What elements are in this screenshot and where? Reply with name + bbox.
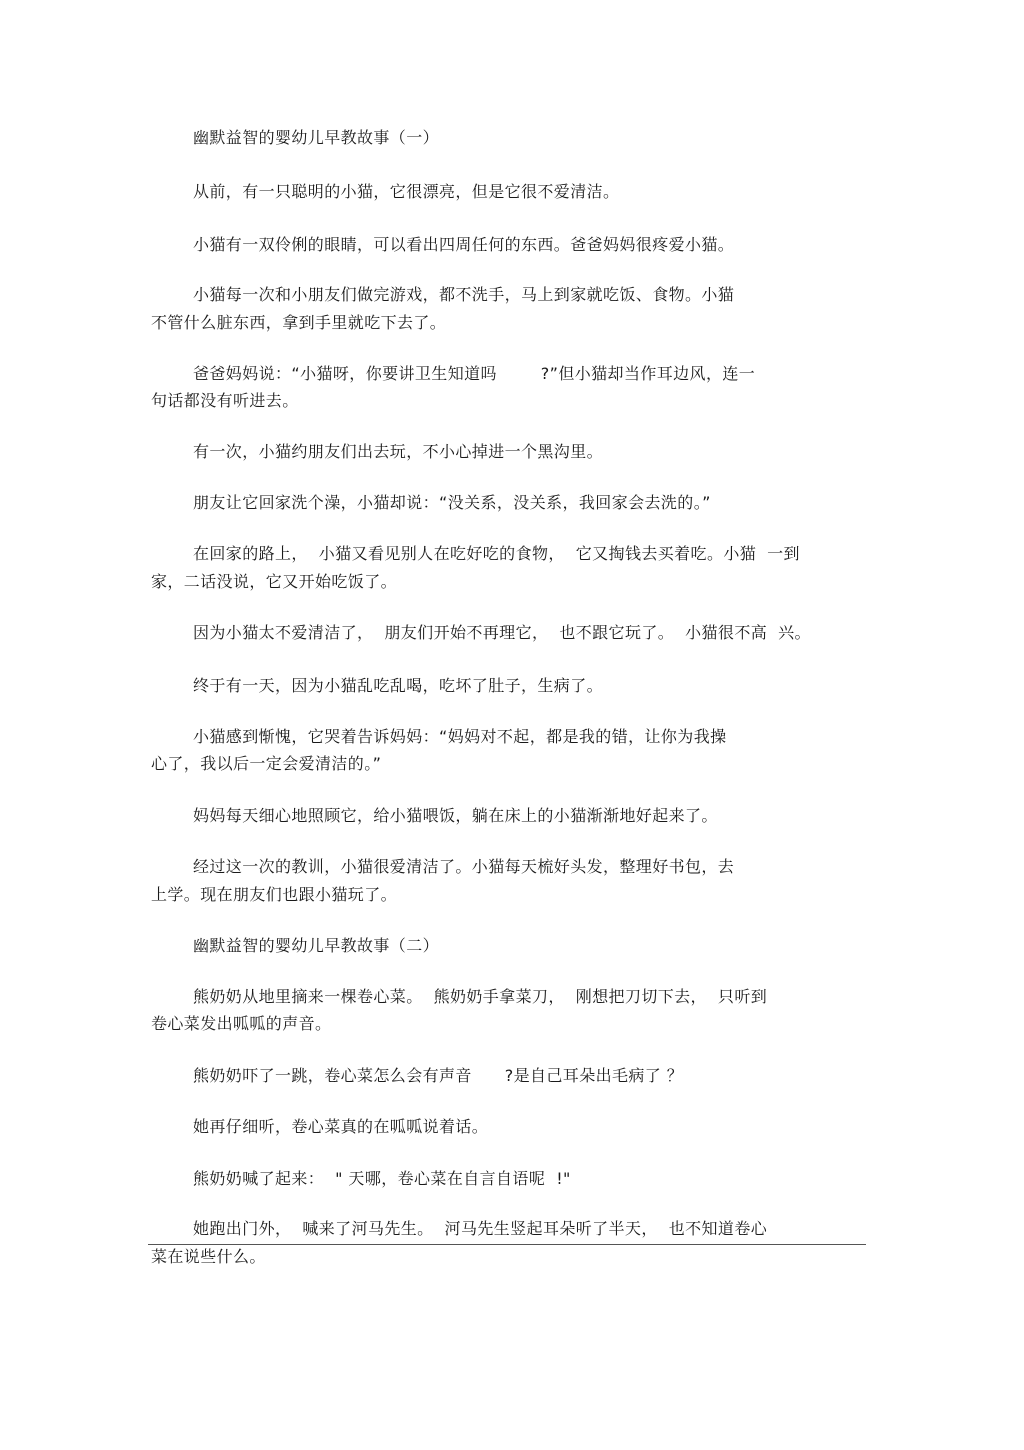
paragraph-line: 爸爸妈妈说：“小猫呀，你要讲卫生知道吗 ?”但小猫却当作耳边风，连一 (193, 364, 756, 383)
paragraph-line: 小猫每一次和小朋友们做完游戏，都不洗手，马上到家就吃饭、食物。小猫 (193, 285, 735, 304)
paragraph-line: 不管什么脏东西，拿到手里就吃下去了。 (151, 313, 447, 332)
paragraph-line: 熊奶奶喊了起来： " 天哪，卷心菜在自言自语呢 !" (193, 1169, 571, 1188)
paragraph-line: 熊奶奶从地里摘来一棵卷心菜。 熊奶奶手拿菜刀， 刚想把刀切下去， 只听到 (193, 987, 768, 1006)
paragraph-line: 因为小猫太不爱清洁了， 朋友们开始不再理它， 也不跟它玩了。 小猫很不高 兴。 (193, 623, 811, 642)
paragraph-line: 熊奶奶吓了一跳，卷心菜怎么会有声音 ?是自己耳朵出毛病了 ？ (193, 1066, 684, 1085)
paragraph-line: 在回家的路上， 小猫又看见别人在吃好吃的食物， 它又掏钱去买着吃。小猫 一到 (193, 544, 800, 563)
paragraph-line: 卷心菜发出呱呱的声音。 (151, 1014, 332, 1033)
paragraph-line: 有一次，小猫约朋友们出去玩，不小心掉进一个黑沟里。 (193, 442, 604, 461)
paragraph-line: 她跑出门外， 喊来了河马先生。 河马先生竖起耳朵听了半天， 也不知道卷心 (193, 1219, 768, 1238)
paragraph-line: 家，二话没说，它又开始吃饭了。 (151, 572, 398, 591)
story-title-2: 幽默益智的婴幼儿早教故事（二） (193, 936, 440, 955)
paragraph-line: 她再仔细听，卷心菜真的在呱呱说着话。 (193, 1117, 489, 1136)
paragraph-line: 菜在说些什么。 (151, 1247, 266, 1266)
paragraph-line: 终于有一天，因为小猫乱吃乱喝，吃坏了肚子，生病了。 (193, 676, 604, 695)
paragraph-line: 小猫感到惭愧，它哭着告诉妈妈：“妈妈对不起，都是我的错，让你为我操 (193, 727, 727, 746)
paragraph-line: 小猫有一双伶俐的眼睛，可以看出四周任何的东西。爸爸妈妈很疼爱小猫。 (193, 235, 735, 254)
paragraph-line: 心了，我以后一定会爱清洁的。” (151, 754, 382, 773)
paragraph-line: 经过这一次的教训，小猫很爱清洁了。小猫每天梳好头发，整理好书包，去 (193, 857, 735, 876)
story-title-1: 幽默益智的婴幼儿早教故事（一） (193, 128, 440, 147)
horizontal-rule (148, 1244, 866, 1245)
paragraph-line: 上学。现在朋友们也跟小猫玩了。 (151, 885, 398, 904)
paragraph-line: 妈妈每天细心地照顾它，给小猫喂饭，躺在床上的小猫渐渐地好起来了。 (193, 806, 718, 825)
paragraph-line: 句话都没有听进去。 (151, 391, 299, 410)
paragraph-line: 从前，有一只聪明的小猫，它很漂亮，但是它很不爱清洁。 (193, 182, 620, 201)
paragraph-line: 朋友让它回家洗个澡，小猫却说：“没关系，没关系，我回家会去洗的。” (193, 493, 711, 512)
